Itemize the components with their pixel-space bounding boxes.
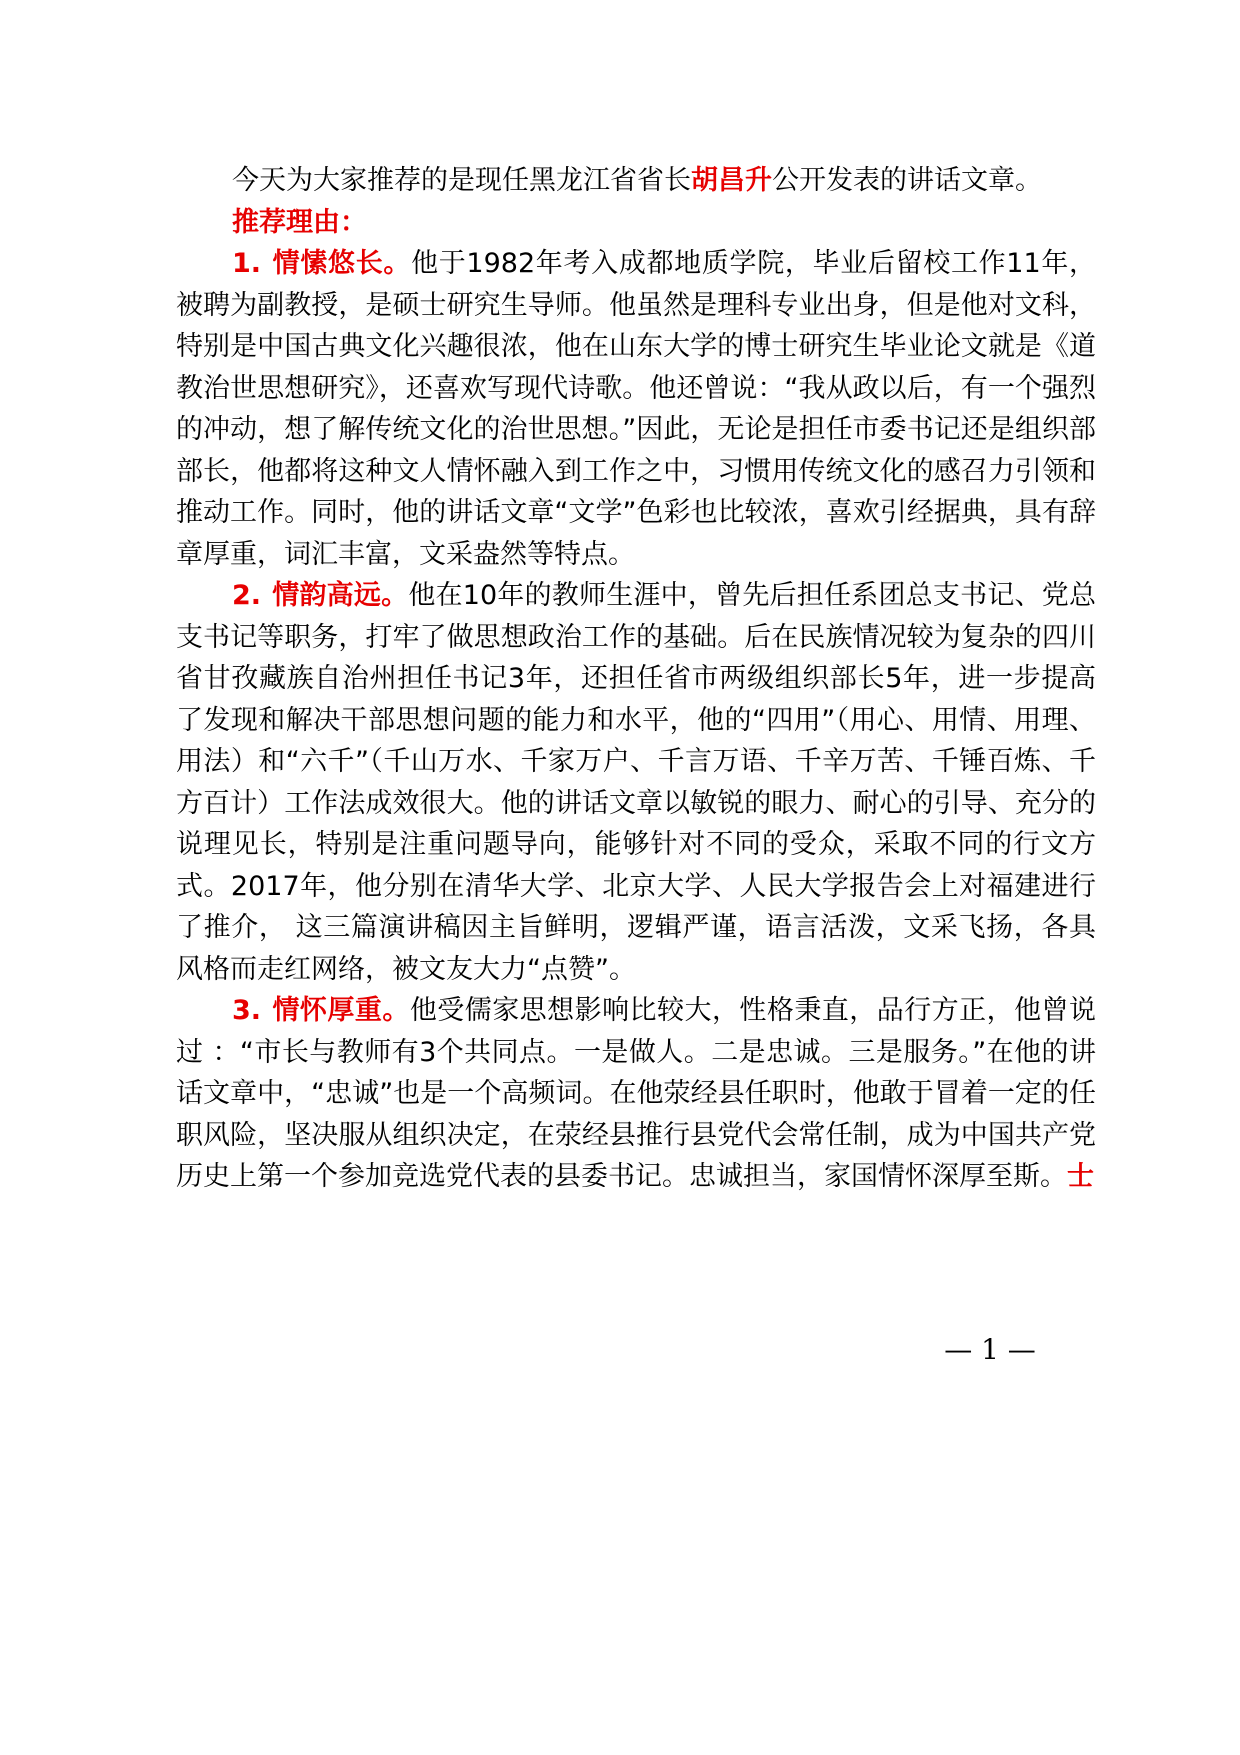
reason-number-2: 2.: [232, 580, 262, 611]
reasons-heading-paragraph: [176, 202, 1096, 244]
document-body: [176, 160, 1096, 1198]
intro-paragraph: [176, 160, 1096, 202]
intro-text-before: 今天为大家推荐的是现任黑龙江省省长: [232, 165, 691, 196]
trailing-mark: 士: [1067, 1161, 1094, 1192]
reason-body-1: 他于1982年考入成都地质学院，毕业后留校工作11年，被聘为副教授，是硕士研究生导师。他虽然是理科专业出身，但是他对文科，特别是中国古典文化兴趣很浓，他在山东大学的博士研究生毕业论文就是《道教治世思想研究》，还喜欢写现代诗歌。他还曾说：“我从政以后，有一个强烈的冲动，想了解传统文化的治世思想。”因此，无论是担任市委书记还是组织部部长，他都将这种文人情怀融入到工作之中，习惯用传统文化的感召力引领和推动工作。同时，他的讲话文章“文学”色彩也比较浓，喜欢引经据典，具有辞章厚重，词汇丰富，文采盎然等特点。: [176, 248, 1096, 570]
intro-text-after: 公开发表的讲话文章。: [772, 165, 1042, 196]
reason-paragraph-2: [176, 575, 1096, 990]
reasons-heading: 推荐理由：: [232, 206, 367, 238]
reason-number-1: 1.: [232, 248, 262, 279]
highlighted-name: 胡昌升: [691, 165, 772, 196]
reason-body-2: 他在10年的教师生涯中，曾先后担任系团总支书记、党总支书记等职务，打牢了做思想政治工作的基础。后在民族情况较为复杂的四川省甘孜藏族自治州担任书记3年，还担任省市两级组织部长5年，进一步提高了发现和解决干部思想问题的能力和水平，他的“四用”（用心、用情、用理、用法）和“六千”（千山万水、千家万户、千言万语、千辛万苦、千锤百炼、千方百计）工作法成效很大。他的讲话文章以敏锐的眼力、耐心的引导、充分的说理见长，特别是注重问题导向，能够针对不同的受众，采取不同的行文方式。2017年，他分别在清华大学、北京大学、人民大学报告会上对福建进行了推介， 这三篇演讲稿因主旨鲜明，逻辑严谨，语言活泼，文采飞扬，各具风格而走红网络，被文友大力“点赞”。: [176, 580, 1096, 985]
reason-body-3: 他受儒家思想影响比较大，性格秉直，品行方正，他曾说过 ：“市长与教师有3个共同点。一是做人。二是忠诚。三是服务。”在他的讲话文章中，“忠诚”也是一个高频词。在他荥经县任职时，他敢于冒着一定的任职风险，坚决服从组织决定，在荥经县推行县党代会常任制，成为中国共产党历史上第一个参加竞选党代表的县委书记。忠诚担当，家国情怀深厚至斯。: [176, 995, 1097, 1192]
reason-paragraph-1: [176, 243, 1096, 575]
reason-number-3: 3.: [232, 995, 262, 1026]
reason-title-3: 情怀厚重。: [272, 995, 410, 1026]
page-number: — 1 —: [944, 1333, 1036, 1366]
reason-paragraph-3: [176, 990, 1096, 1198]
reason-title-1: 情愫悠长。: [272, 248, 412, 279]
reason-title-2: 情韵高远。: [272, 580, 409, 611]
